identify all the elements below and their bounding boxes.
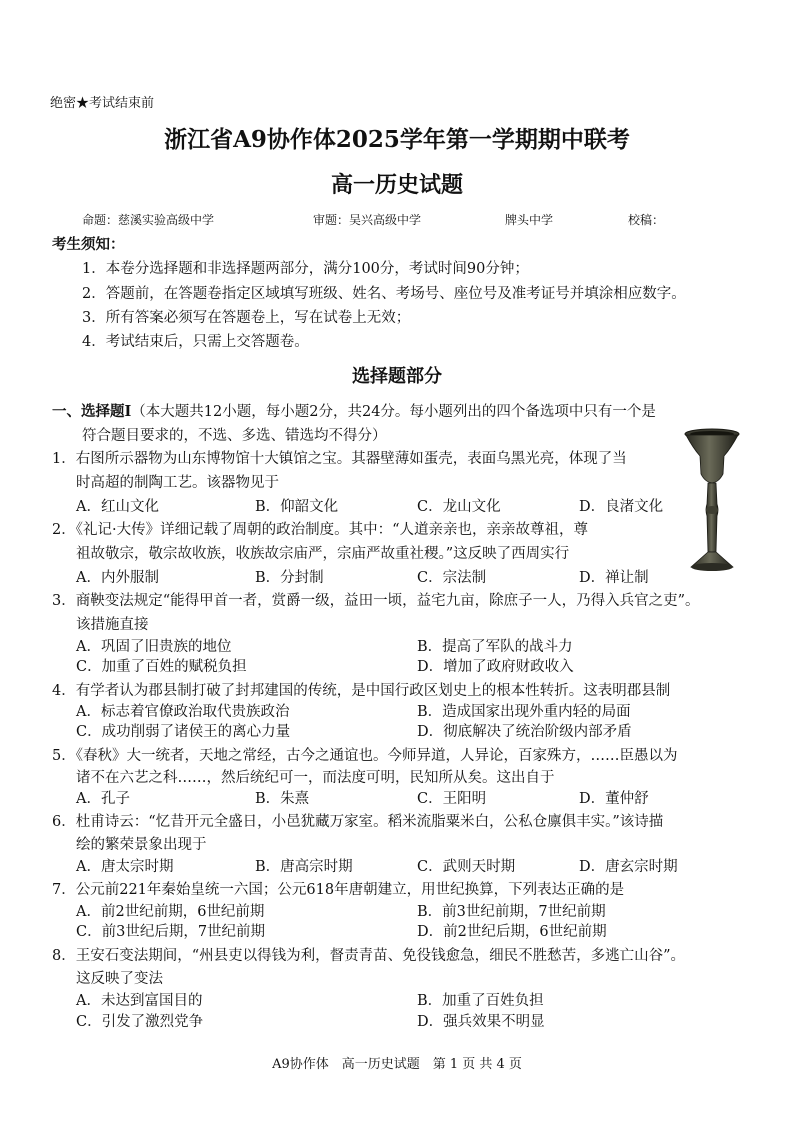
option: C．宗法制 <box>417 570 487 586</box>
option: B．前3世纪前期，7世纪前期 <box>417 904 606 920</box>
part1-desc-line1 <box>52 400 656 421</box>
question-stem: 4．有学者认为郡县制打破了封邦建国的传统，是中国行政区划史上的根本性转折。这表明郡县制 <box>52 683 671 699</box>
question-stem: 8．王安石变法期间，“州县吏以得钱为利，督责青苗、免役钱愈急，细民不胜愁苦，多逃亡山谷”。 <box>52 948 686 964</box>
option: D．良渚文化 <box>579 499 664 515</box>
question-stem: 绘的繁荣景象出现于 <box>76 837 207 853</box>
option: C．加重了百姓的赋税负担 <box>76 659 247 675</box>
question-stem: 诸不在六艺之科……，然后统纪可一，而法度可明，民知所从矣。这出自于 <box>76 770 555 786</box>
notice-item: 1．本卷分选择题和非选择题两部分，满分100分，考试时间90分钟； <box>82 261 529 277</box>
option: B．唐高宗时期 <box>255 859 353 875</box>
option: A．巩固了旧贵族的地位 <box>76 639 232 655</box>
option: B．提高了军队的战斗力 <box>417 639 573 655</box>
option: A．内外服制 <box>76 570 159 586</box>
question-stem: 6．杜甫诗云：“忆昔开元全盛日，小邑犹藏万家室。稻米流脂粟米白，公私仓廪俱丰实。”该诗描 <box>52 814 664 830</box>
question-stem: 7．公元前221年秦始皇统一六国；公元618年唐朝建立，用世纪换算，下列表达正确的是 <box>52 882 625 898</box>
option: D．增加了政府财政收入 <box>417 659 574 675</box>
option: D．彻底解决了统治阶级内部矛盾 <box>417 724 632 740</box>
notice-item: 3．所有答案必须写在答题卷上，写在试卷上无效； <box>82 310 411 326</box>
option: C．王阳明 <box>417 791 487 807</box>
option: A．标志着官僚政治取代贵族政治 <box>76 704 290 720</box>
notice-item: 2．答题前，在答题卷指定区域填写班级、姓名、考场号、座位号及准考证号并填涂相应数字。 <box>82 286 686 302</box>
exam-subtitle: 高一历史试题 <box>330 172 463 198</box>
question-stem: 时高超的制陶工艺。该器物见于 <box>76 475 279 491</box>
section-title: 选择题部分 <box>352 366 442 387</box>
part1-desc-line2: 符合题目要求的，不选、多选、错选均不得分） <box>82 428 387 444</box>
option: A．未达到富国目的 <box>76 993 203 1009</box>
notice-item: 4．考试结束后，只需上交答题卷。 <box>82 334 309 350</box>
black-pottery-goblet-image <box>683 426 741 576</box>
credit-school: 牌头中学 <box>505 213 554 227</box>
part1-heading: 一、选择题Ⅰ <box>52 403 132 420</box>
credit-author: 命题：慈溪实验高级中学 <box>82 213 215 227</box>
option: A．唐太宗时期 <box>76 859 174 875</box>
question-stem: 5．《春秋》大一统者，天地之常经，古今之通谊也。今师异道，人异论，百家殊方，……臣愚以为 <box>52 748 678 764</box>
option: A．孔子 <box>76 791 130 807</box>
option: A．前2世纪前期，6世纪前期 <box>76 904 265 920</box>
option: D．前2世纪后期，6世纪前期 <box>417 924 607 940</box>
notice-heading: 考生须知： <box>52 236 125 253</box>
question-stem: 这反映了变法 <box>76 971 163 987</box>
option: D．唐玄宗时期 <box>579 859 678 875</box>
part1-desc: （本大题共12小题，每小题2分，共24分。每小题列出的四个备选项中只有一个是 <box>131 404 656 420</box>
question-stem: 祖故敬宗，敬宗故收族，收族故宗庙严，宗庙严故重社稷。”这反映了西周实行 <box>76 546 570 562</box>
credit-proofreader: 校稿： <box>628 213 665 227</box>
option: B．朱熹 <box>255 791 310 807</box>
option: D．董仲舒 <box>579 791 649 807</box>
question-stem: 3．商鞅变法规定“能得甲首一者，赏爵一级，益田一顷，益宅九亩，除庶子一人，乃得入兵官之吏”。 <box>52 593 700 609</box>
option: C．成功削弱了诸侯王的离心力量 <box>76 724 291 740</box>
option: C．武则天时期 <box>417 859 516 875</box>
option: B．造成国家出现外重内轻的局面 <box>417 704 631 720</box>
confidential-label: 绝密★考试结束前 <box>50 96 155 111</box>
question-stem: 2．《礼记·大传》详细记载了周朝的政治制度。其中：“人道亲亲也，亲亲故尊祖，尊 <box>52 522 588 538</box>
option: D．强兵效果不明显 <box>417 1014 545 1030</box>
option: B．仰韶文化 <box>255 499 339 515</box>
credit-reviewer: 审题：吴兴高级中学 <box>313 213 422 227</box>
question-stem: 该措施直接 <box>76 617 149 633</box>
option: B．分封制 <box>255 570 324 586</box>
exam-title: 浙江省A9协作体2025学年第一学期期中联考 <box>164 126 630 153</box>
option: C．龙山文化 <box>417 499 501 515</box>
option: A．红山文化 <box>76 499 159 515</box>
option: B．加重了百姓负担 <box>417 993 544 1009</box>
question-stem: 1．右图所示器物为山东博物馆十大镇馆之宝。其器壁薄如蛋壳，表面乌黑光亮，体现了当 <box>52 451 627 467</box>
option: C．前3世纪后期，7世纪前期 <box>76 924 266 940</box>
option: C．引发了激烈党争 <box>76 1014 204 1030</box>
option: D．禅让制 <box>579 570 649 586</box>
page-footer: A9协作体 高一历史试题 第 1 页 共 4 页 <box>272 1057 522 1072</box>
